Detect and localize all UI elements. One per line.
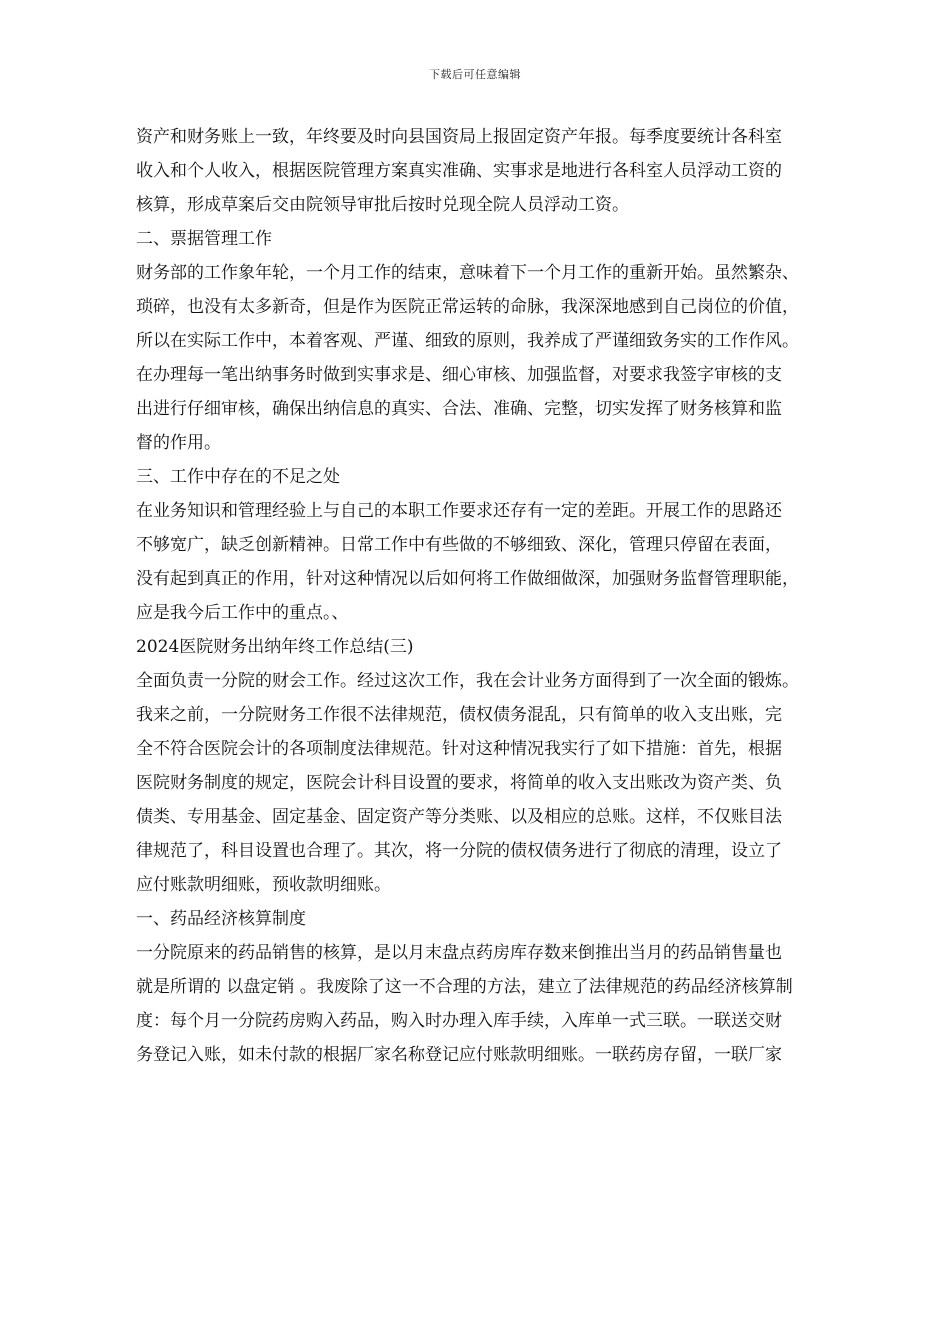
text-line: 收入和个人收入，根据医院管理方案真实准确、实事求是地进行各科室人员浮动工资的 — [136, 161, 782, 181]
text-line: 在业务知识和管理经验上与自己的本职工作要求还存有一定的差距。开展工作的思路还 — [136, 501, 782, 521]
text-line: 全不符合医院会计的各项制度法律规范。针对这种情况我实行了如下措施：首先，根据 — [136, 739, 782, 759]
text-line: 医院财务制度的规定，医院会计科目设置的要求，将简单的收入支出账改为资产类、负 — [136, 773, 782, 793]
document-body — [136, 120, 896, 1072]
section-heading: 二、票据管理工作 — [136, 229, 272, 249]
text-line: 我来之前，一分院财务工作很不法律规范，债权债务混乱，只有简单的收入支出账，完 — [136, 705, 782, 725]
text-line: 所以在实际工作中，本着客观、严谨、细致的原则，我养成了严谨细致务实的工作作风。 — [136, 331, 799, 351]
text-line: 核算，形成草案后交由院领导审批后按时兑现全院人员浮动工资。 — [136, 195, 629, 215]
text-line: 督的作用。 — [136, 433, 221, 453]
text-line: 琐碎，也没有太多新奇，但是作为医院正常运转的命脉，我深深地感到自己岗位的价值， — [136, 297, 799, 317]
text-line: 务登记入账，如未付款的根据厂家名称登记应付账款明细账。一联药房存留，一联厂家 — [136, 1045, 782, 1065]
text-line: 一分院原来的药品销售的核算，是以月末盘点药房库存数来倒推出当月的药品销售量也 — [136, 943, 782, 963]
text-line: 资产和财务账上一致，年终要及时向县国资局上报固定资产年报。每季度要统计各科室 — [136, 127, 782, 147]
text-line: 不够宽广，缺乏创新精神。日常工作中有些做的不够细致、深化，管理只停留在表面， — [136, 535, 782, 555]
text-line: 全面负责一分院的财会工作。经过这次工作，我在会计业务方面得到了一次全面的锻炼。 — [136, 671, 799, 691]
text-line: 在办理每一笔出纳事务时做到实事求是、细心审核、加强监督，对要求我签字审核的支 — [136, 365, 782, 385]
document-title: 2024医院财务出纳年终工作总结(三) — [136, 637, 414, 657]
page-header: 下载后可任意编辑 — [429, 68, 521, 81]
text-line: 就是所谓的 以盘定销 。我废除了这一不合理的方法，建立了法律规范的药品经济核算制 — [136, 977, 793, 997]
text-line: 律规范了，科目设置也合理了。其次，将一分院的债权债务进行了彻底的清理，设立了 — [136, 841, 782, 861]
text-line: 财务部的工作象年轮，一个月工作的结束，意味着下一个月工作的重新开始。虽然繁杂、 — [136, 263, 799, 283]
section-heading: 三、工作中存在的不足之处 — [136, 467, 340, 487]
text-line: 没有起到真正的作用，针对这种情况以后如何将工作做细做深，加强财务监督管理职能， — [136, 569, 799, 589]
section-heading: 一、药品经济核算制度 — [136, 909, 306, 929]
text-line: 债类、专用基金、固定基金、固定资产等分类账、以及相应的总账。这样，不仅账目法 — [136, 807, 782, 827]
text-line: 出进行仔细审核，确保出纳信息的真实、合法、准确、完整，切实发挥了财务核算和监 — [136, 399, 782, 419]
text-line: 度：每个月一分院药房购入药品，购入时办理入库手续，入库单一式三联。一联送交财 — [136, 1011, 782, 1031]
text-line: 应付账款明细账，预收款明细账。 — [136, 875, 391, 895]
text-line: 应是我今后工作中的重点。、 — [136, 603, 349, 623]
